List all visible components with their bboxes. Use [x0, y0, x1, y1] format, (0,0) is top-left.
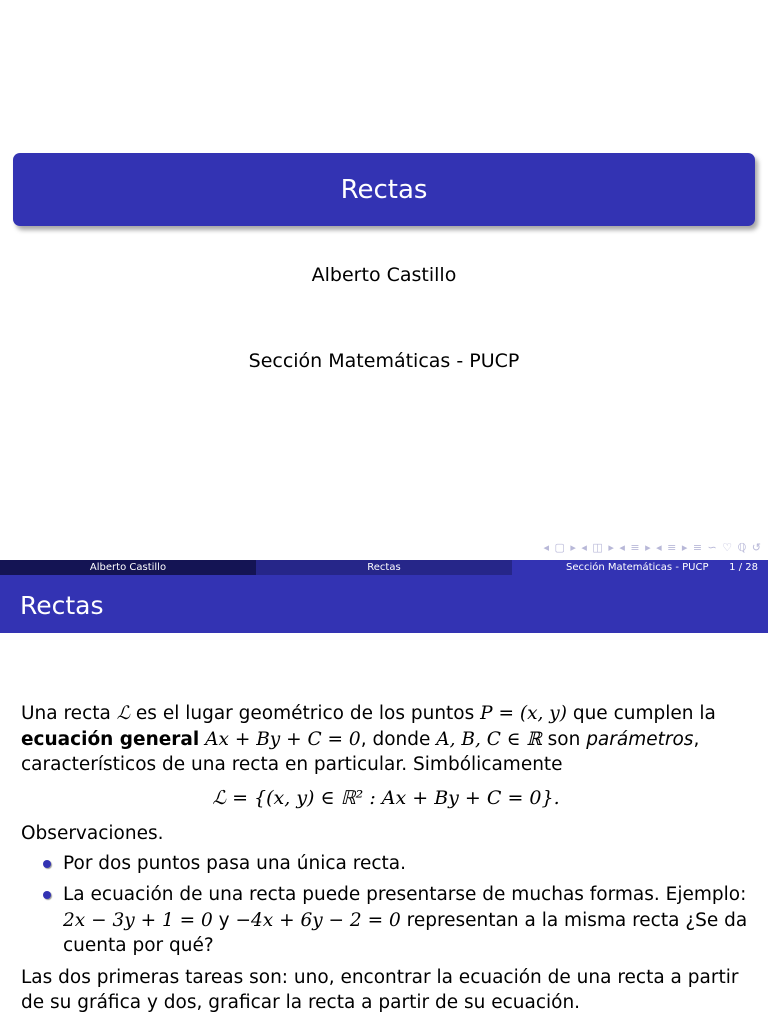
footline-institute: Sección Matemáticas - PUCP — [566, 562, 709, 573]
list-item-text: La ecuación de una recta puede presentarse de muchas formas. Ejemplo: — [63, 884, 747, 905]
math-symbol: ℒ — [116, 703, 131, 724]
text-span: Una recta — [21, 703, 117, 724]
list-item-text: Por dos puntos pasa una única recta. — [63, 852, 406, 874]
text-span: , característicos de una recta en particular. Simbólicamente — [21, 728, 700, 775]
text-span: son — [541, 728, 587, 750]
text-span: es el lugar geométrico de los puntos — [130, 703, 481, 724]
footline-author: Alberto Castillo — [0, 560, 256, 575]
observations-label: Observaciones. — [21, 823, 164, 844]
bullet-icon — [43, 860, 51, 868]
list-item — [21, 882, 751, 959]
bold-term: ecuación general — [21, 728, 200, 750]
author-name: Alberto Castillo — [311, 264, 457, 286]
list-item — [21, 851, 751, 877]
observations-list — [21, 851, 751, 959]
presentation-title: Rectas — [340, 174, 428, 205]
text-span: , donde — [360, 728, 437, 750]
math-expression: 2x − 3y + 1 = 0 — [63, 909, 213, 931]
definition-paragraph — [21, 701, 751, 778]
display-equation: ℒ = {(x, y) ∈ ℝ² : Ax + By + C = 0}. — [212, 786, 560, 809]
text-span: que cumplen la — [566, 703, 716, 724]
tasks-paragraph: Las dos primeras tareas son: uno, encontrar la ecuación de una recta a partir de su gráfica y dos, graficar la recta a partir de su ecuación. — [21, 966, 739, 1013]
italic-term: parámetros — [586, 728, 694, 750]
math-expression: Ax + By + C = 0 — [199, 728, 361, 750]
footline-right — [512, 560, 768, 575]
beamer-navigation-icons[interactable]: ◂ ▢ ▸ ◂ ◫ ▸ ◂ ≡ ▸ ◂ ≡ ▸ ≡ ∽ ♡ ℚ ↺ — [543, 541, 762, 554]
list-item-text: y — [212, 909, 236, 931]
title-block — [13, 153, 755, 226]
footline — [0, 560, 768, 575]
institute-name: Sección Matemáticas - PUCP — [248, 350, 520, 372]
frame-title: Rectas — [20, 591, 104, 620]
footline-title: Rectas — [256, 560, 512, 575]
frame-title-bar — [0, 575, 768, 633]
bullet-icon — [43, 891, 51, 899]
math-expression: P = (x, y) — [480, 703, 567, 724]
math-expression: −4x + 6y − 2 = 0 — [235, 909, 401, 931]
math-expression: A, B, C ∈ ℝ — [436, 728, 542, 750]
list-item-text: representan a la misma recta ¿Se da cuenta por qué? — [63, 909, 748, 956]
footline-page-number: 1 / 28 — [729, 562, 758, 573]
slide-body — [21, 701, 751, 1016]
